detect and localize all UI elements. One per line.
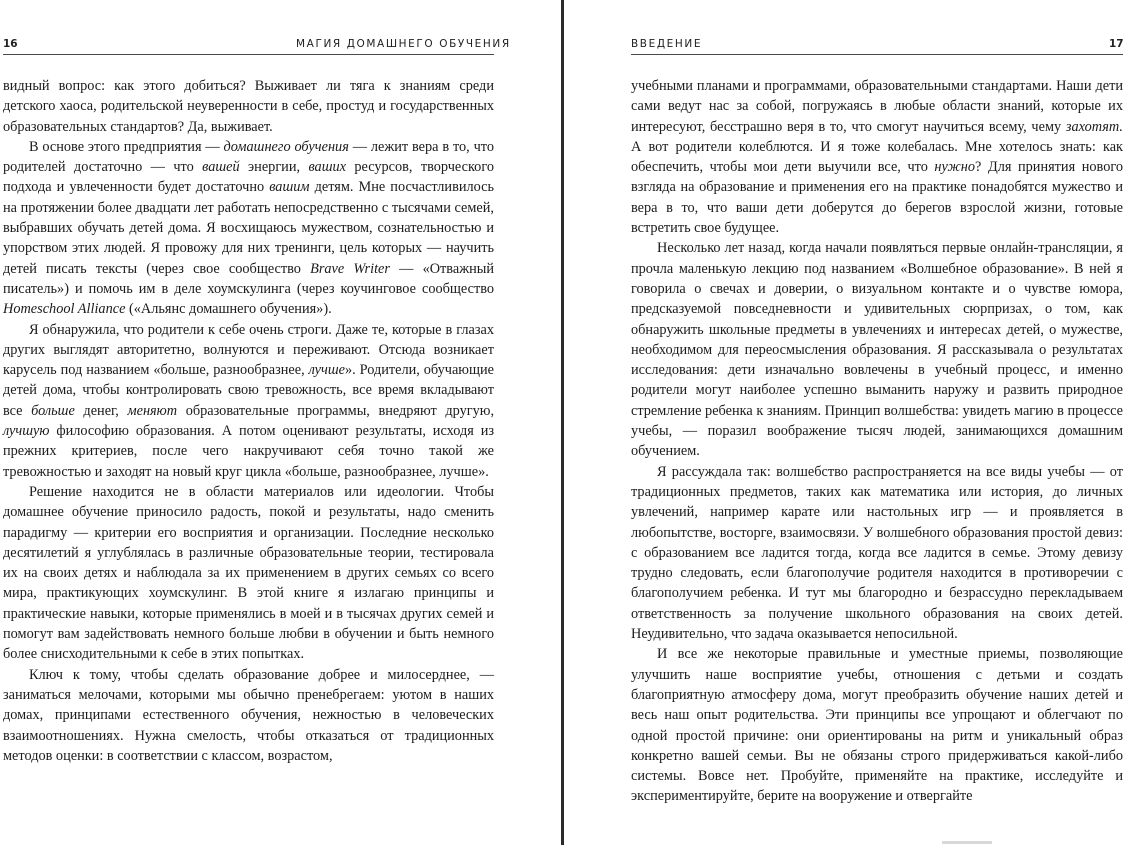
- text-run: ресурсов, творческого подхода и увлеченности будет достаточно: [3, 159, 494, 196]
- italic-run: Brave Writer: [310, 260, 390, 277]
- italic-run: лучше: [308, 362, 345, 379]
- italic-run: ваших: [308, 159, 346, 176]
- text-run: философию образования. А потом оценивают результаты, исходя из прежних критериев, после чего накручивают себя точно такой же тревожностью и заходят на новый круг цикла «больше, разнообразнее, лучше».: [3, 423, 494, 480]
- paragraph: [3, 665, 494, 766]
- text-run: Ключ к тому, чтобы сделать образование добрее и милосерднее, — заниматься мелочами, которыми мы обычно пренебрегаем: уютом в наших домах, принципами естественного обучения, нежностью в человеческих взаимоотношениях. Нужна смелость, чтобы отказаться от традиционных методов оценки: в соответствии с классом, возрастом,: [3, 666, 494, 764]
- italic-run: вашей: [202, 159, 240, 176]
- paragraph: [3, 137, 494, 320]
- text-run: образовательные программы, внедряют другую,: [177, 402, 495, 419]
- text-run: видный вопрос: как этого добиться? Выживает ли тяга к знаниям среди детского хаоса, родительской неуверенности в себе, простуд и государственных образовательных стандартов? Да, выживает.: [3, 78, 494, 135]
- right-running-title: ВВЕДЕНИЕ: [631, 38, 703, 50]
- text-run: Несколько лет назад, когда начали появляться первые онлайн-трансляции, я прочла маленькую лекцию под названием «Волшебное образование». В ней я говорила о свечах и доверии, о визуальном контакте и о чувстве юмора, предсказуемой повседневности и удивительных сюрпризах, о том, как обнаружить школьные предметы в увлечениях и интересах детей, о мужестве, необходимом для переосмысления образования. Я рассказывала о результатах исследования: дети изначально вовлечены в учебный процесс, и именно родители могут наиболее успешно выманить наружу и развить природное стремление ребенка к знаниям. Принцип волшебства: увидеть магию в процессе учебы, — поразил воображение тысяч людей, занимающихся домашним обучением.: [631, 240, 1123, 460]
- paragraph: [631, 644, 1123, 806]
- text-run: ? Для принятия нового взгляда на образование и применения его на практике понадобятся мужество и вера в то, что ваши дети доберутся до берегов взрослой жизни, готовые встретить свое будущее.: [631, 159, 1123, 237]
- italic-run: Homeschool Alliance: [3, 301, 126, 318]
- italic-run: больше: [31, 402, 75, 419]
- page-bottom-mark: [942, 841, 992, 844]
- text-run: Я обнаружила, что родители к себе очень строги. Даже те, которые в глазах других выглядят авторитетно, волнуются и переживают. Отсюда возникает карусель под названием «больше, разнообразнее,: [3, 321, 494, 379]
- text-run: ». Родители, обучающие детей дома, чтобы контролировать свою тревожность, все время вкладывают все: [3, 362, 494, 419]
- text-run: А вот родители колеблются. И я тоже колебалась. Мне хотелось знать: как обеспечить, чтобы мои дети выучили все, что: [631, 138, 1123, 176]
- right-page: [564, 0, 1128, 845]
- text-run: («Альянс домашнего обучения»).: [125, 301, 332, 318]
- italic-run: домашнего обучения: [223, 138, 349, 155]
- right-body-text: [631, 76, 1123, 807]
- paragraph: [631, 76, 1123, 238]
- text-run: — лежит вера в то, что родителей достаточно — что: [3, 138, 495, 176]
- text-run: И все же некоторые правильные и уместные приемы, позволяющие улучшить наше восприятие учебы, отношения с детьми и создать благоприятную атмосферу дома, могут преобразить обучение наших детей и весь наш опыт родительства. Эти принципы все упрощают и облегчают по одной простой причине: они ориентированы на ритм и уникальный образ конкретно вашей семьи. Вы не обязаны строго придерживаться какой-либо системы. Вовсе нет. Пробуйте, применяйте на практике, исследуйте и экспериментируйте, берите на вооружение и отвергайте: [631, 646, 1123, 805]
- italic-run: нужно: [934, 159, 976, 176]
- text-run: детям. Мне посчастливилось на протяжении более двадцати лет работать непосредственно с тысячами семей, выбравших обучать детей дома. Я восхищаюсь мужеством, сознательностью и упорством этих людей. Я провожу для них тренинги, цель которых — научить детей писать тексты (через свое сообщество: [3, 179, 494, 277]
- paragraph: [3, 482, 494, 665]
- left-page-number: 16: [3, 38, 18, 50]
- text-run: денег,: [74, 402, 128, 419]
- italic-run: меняют: [127, 402, 178, 419]
- text-run: Решение находится не в области материалов или идеологии. Чтобы домашнее обучение приносило радость, покой и результаты, надо сменить парадигму — критерии его восприятия и организации. Последние несколько десятилетий я углублялась в различные образовательные теории, тестировала их на своих детях и наблюдала за их применением в других семьях со всего мира, практикующих хоумскулинг. В этой книге я излагаю принципы и практические навыки, которые применялись в моей и в тысячах других семей и помогут вам задействовать немного больше любви в обучении и быть немного более снисходительными к себе в этих попытках.: [3, 483, 494, 663]
- text-run: В основе этого предприятия —: [29, 138, 224, 155]
- paragraph: [631, 462, 1123, 645]
- left-header-rule: [3, 54, 494, 55]
- italic-run: вашим: [269, 179, 310, 196]
- left-running-title: МАГИЯ ДОМАШНЕГО ОБУЧЕНИЯ: [296, 38, 511, 50]
- left-body-text: [3, 76, 494, 766]
- left-page: [0, 0, 561, 845]
- right-header-rule: [631, 54, 1123, 55]
- italic-run: захотят.: [1065, 118, 1123, 135]
- paragraph: [631, 238, 1123, 461]
- italic-run: лучшую: [3, 423, 50, 440]
- text-run: учебными планами и программами, образовательными стандартами. Наши дети сами ведут нас за собой, погружаясь в любые области знаний, которые их интересуют, бесстрашно веря в то, что смогут научиться всему, чему: [631, 78, 1123, 135]
- text-run: — «Отважный писатель») и помочь им в деле хоумскулинга (через коучинговое сообщество: [3, 260, 494, 297]
- paragraph: [3, 76, 494, 137]
- text-run: энергии,: [239, 159, 309, 176]
- paragraph: [3, 320, 494, 482]
- text-run: Я рассуждала так: волшебство распространяется на все виды учебы — от традиционных предметов, таких как математика или история, до личных увлечений, например карате или настольных игр — и проявляется в любопытстве, восторге, взаимосвязи. У волшебного образования простой девиз: с образованием все ладится тогда, когда все ладится в семье. Этому девизу трудно следовать, если благополучие родителя находится в противоречии с благополучием ребенка. И тут мы благородно и безрассудно перекладываем ответственность за получение школьного образования на своих детей. Неудивительно, что задача оказывается непосильной.: [631, 463, 1123, 643]
- right-page-number: 17: [1109, 38, 1124, 50]
